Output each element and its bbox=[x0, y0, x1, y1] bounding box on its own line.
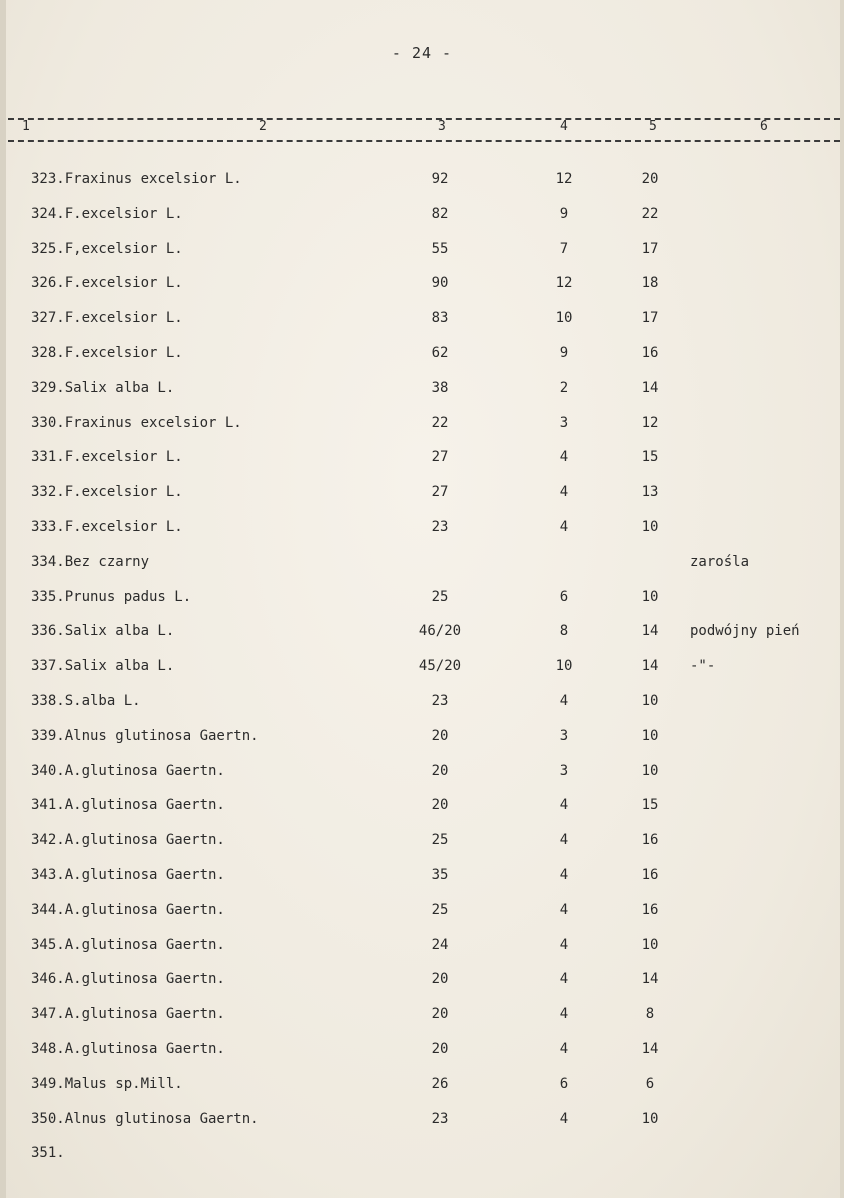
column-4-cell: 4 bbox=[559, 449, 569, 466]
column-3-cell: 20 bbox=[431, 797, 449, 814]
table-row bbox=[0, 163, 844, 198]
species-name-cell: 338.S.alba L. bbox=[31, 692, 141, 709]
table-row bbox=[0, 372, 844, 407]
column-number-4: 4 bbox=[560, 119, 568, 134]
column-4-cell: 4 bbox=[559, 1110, 569, 1127]
column-4-cell: 9 bbox=[559, 344, 569, 361]
column-4-cell: 9 bbox=[559, 205, 569, 222]
species-name-cell: 350.Alnus glutinosa Gaertn. bbox=[31, 1110, 259, 1127]
column-5-cell: 16 bbox=[641, 344, 659, 361]
table-row bbox=[0, 441, 844, 476]
column-5-cell: 16 bbox=[641, 901, 659, 918]
species-name-cell: 324.F.excelsior L. bbox=[31, 205, 183, 222]
column-number-6: 6 bbox=[760, 119, 768, 134]
column-3-cell: 26 bbox=[431, 1075, 449, 1092]
column-3-cell: 90 bbox=[431, 275, 449, 292]
species-name-cell: 339.Alnus glutinosa Gaertn. bbox=[31, 727, 259, 744]
column-number-1: 1 bbox=[22, 119, 30, 134]
column-3-cell: 82 bbox=[431, 205, 449, 222]
species-name-cell: 327.F.excelsior L. bbox=[31, 310, 183, 327]
column-4-cell: 7 bbox=[559, 240, 569, 257]
species-name-cell: 334.Bez czarny bbox=[31, 553, 150, 570]
column-5-cell: 15 bbox=[641, 449, 659, 466]
page-number: - 24 - bbox=[391, 44, 453, 62]
column-4-cell: 4 bbox=[559, 901, 569, 918]
column-5-cell: 8 bbox=[645, 1006, 655, 1023]
column-5-cell: 10 bbox=[641, 727, 659, 744]
species-name-cell: 335.Prunus padus L. bbox=[31, 588, 192, 605]
column-4-cell: 4 bbox=[559, 1040, 569, 1057]
column-4-cell: 12 bbox=[555, 171, 573, 187]
table-row bbox=[0, 1033, 844, 1068]
table-row bbox=[0, 720, 844, 755]
column-4-cell: 10 bbox=[555, 658, 573, 675]
column-5-cell: 12 bbox=[641, 414, 659, 431]
species-name-cell: 326.F.excelsior L. bbox=[31, 275, 183, 292]
column-3-cell: 25 bbox=[431, 901, 449, 918]
species-name-cell: 347.A.glutinosa Gaertn. bbox=[31, 1006, 225, 1023]
species-name-cell: 329.Salix alba L. bbox=[31, 379, 175, 396]
species-name-cell: 349.Malus sp.Mill. bbox=[31, 1075, 183, 1092]
column-5-cell: 10 bbox=[641, 588, 659, 605]
column-3-cell: 25 bbox=[431, 832, 449, 849]
table-row bbox=[0, 233, 844, 268]
column-5-cell: 6 bbox=[645, 1075, 655, 1092]
column-4-cell: 4 bbox=[559, 866, 569, 883]
table-row bbox=[0, 546, 844, 581]
species-name-cell: 346.A.glutinosa Gaertn. bbox=[31, 971, 225, 988]
column-number-5: 5 bbox=[649, 119, 657, 134]
species-name-cell: 345.A.glutinosa Gaertn. bbox=[31, 936, 225, 953]
table-row bbox=[0, 929, 844, 964]
species-name-cell: 333.F.excelsior L. bbox=[31, 518, 183, 535]
column-3-cell: 62 bbox=[431, 344, 449, 361]
species-name-cell: 340.A.glutinosa Gaertn. bbox=[31, 762, 225, 779]
column-4-cell: 4 bbox=[559, 1006, 569, 1023]
table-row bbox=[0, 755, 844, 790]
column-3-cell: 20 bbox=[431, 762, 449, 779]
column-3-cell: 23 bbox=[431, 692, 449, 709]
table-row bbox=[0, 894, 844, 929]
column-4-cell: 6 bbox=[559, 588, 569, 605]
species-name-cell: 330.Fraxinus excelsior L. bbox=[31, 414, 242, 431]
column-5-cell: 17 bbox=[641, 310, 659, 327]
column-3-cell: 25 bbox=[431, 588, 449, 605]
table-row bbox=[0, 511, 844, 546]
column-4-cell: 3 bbox=[559, 727, 569, 744]
column-3-cell: 22 bbox=[431, 414, 449, 431]
column-5-cell: 14 bbox=[641, 379, 659, 396]
column-3-cell: 20 bbox=[431, 1040, 449, 1057]
species-name-cell: 325.F,excelsior L. bbox=[31, 240, 183, 257]
table-row bbox=[0, 267, 844, 302]
column-5-cell: 18 bbox=[641, 275, 659, 292]
column-3-cell: 20 bbox=[431, 1006, 449, 1023]
column-4-cell: 3 bbox=[559, 762, 569, 779]
column-5-cell: 17 bbox=[641, 240, 659, 257]
column-4-cell: 4 bbox=[559, 971, 569, 988]
column-3-cell: 83 bbox=[431, 310, 449, 327]
column-4-cell: 4 bbox=[559, 936, 569, 953]
column-3-cell: 92 bbox=[431, 171, 449, 187]
column-5-cell: 15 bbox=[641, 797, 659, 814]
table-row bbox=[0, 337, 844, 372]
species-name-cell: 341.A.glutinosa Gaertn. bbox=[31, 797, 225, 814]
species-name-cell: 343.A.glutinosa Gaertn. bbox=[31, 866, 225, 883]
column-3-cell: 20 bbox=[431, 971, 449, 988]
column-4-cell: 12 bbox=[555, 275, 573, 292]
column-4-cell: 4 bbox=[559, 797, 569, 814]
table-row bbox=[0, 685, 844, 720]
species-name-cell: 348.A.glutinosa Gaertn. bbox=[31, 1040, 225, 1057]
table-row bbox=[0, 859, 844, 894]
table-row bbox=[0, 198, 844, 233]
column-5-cell: 10 bbox=[641, 692, 659, 709]
column-5-cell: 10 bbox=[641, 518, 659, 535]
column-5-cell: 16 bbox=[641, 832, 659, 849]
column-5-cell: 14 bbox=[641, 1040, 659, 1057]
table-row bbox=[0, 581, 844, 616]
column-4-cell: 8 bbox=[559, 623, 569, 640]
column-3-cell: 38 bbox=[431, 379, 449, 396]
remarks-cell: zarośla bbox=[690, 553, 750, 570]
table-row bbox=[0, 650, 844, 685]
column-3-cell: 27 bbox=[431, 484, 449, 501]
column-4-cell: 2 bbox=[559, 379, 569, 396]
species-name-cell: 328.F.excelsior L. bbox=[31, 344, 183, 361]
column-3-cell: 45/20 bbox=[418, 658, 462, 675]
column-4-cell: 4 bbox=[559, 484, 569, 501]
species-name-cell: 332.F.excelsior L. bbox=[31, 484, 183, 501]
column-5-cell: 16 bbox=[641, 866, 659, 883]
table-row bbox=[0, 407, 844, 442]
column-number-header bbox=[0, 118, 844, 140]
column-5-cell: 22 bbox=[641, 205, 659, 222]
column-5-cell: 14 bbox=[641, 623, 659, 640]
species-name-cell: 336.Salix alba L. bbox=[31, 623, 175, 640]
column-3-cell: 20 bbox=[431, 727, 449, 744]
column-3-cell: 55 bbox=[431, 240, 449, 257]
column-3-cell: 46/20 bbox=[418, 623, 462, 640]
tree-inventory-table bbox=[0, 163, 844, 1172]
table-row bbox=[0, 1068, 844, 1103]
table-row bbox=[0, 1103, 844, 1138]
column-3-cell: 24 bbox=[431, 936, 449, 953]
table-row bbox=[0, 615, 844, 650]
species-name-cell: 323.Fraxinus excelsior L. bbox=[31, 171, 242, 187]
column-5-cell: 14 bbox=[641, 658, 659, 675]
table-row bbox=[0, 789, 844, 824]
remarks-cell: -"- bbox=[690, 658, 716, 675]
table-row bbox=[0, 998, 844, 1033]
column-4-cell: 4 bbox=[559, 692, 569, 709]
column-3-cell: 27 bbox=[431, 449, 449, 466]
column-3-cell: 35 bbox=[431, 866, 449, 883]
column-5-cell: 10 bbox=[641, 762, 659, 779]
table-row bbox=[0, 476, 844, 511]
species-name-cell: 331.F.excelsior L. bbox=[31, 449, 183, 466]
column-4-cell: 4 bbox=[559, 832, 569, 849]
table-row bbox=[0, 1137, 844, 1172]
column-5-cell: 10 bbox=[641, 936, 659, 953]
column-5-cell: 14 bbox=[641, 971, 659, 988]
remarks-cell: podwójny pień bbox=[690, 623, 800, 640]
column-3-cell: 23 bbox=[431, 518, 449, 535]
column-4-cell: 6 bbox=[559, 1075, 569, 1092]
table-row bbox=[0, 963, 844, 998]
table-row bbox=[0, 824, 844, 859]
column-3-cell: 23 bbox=[431, 1110, 449, 1127]
species-name-cell: 351. bbox=[31, 1145, 65, 1162]
column-4-cell: 4 bbox=[559, 518, 569, 535]
column-number-3: 3 bbox=[438, 119, 446, 134]
table-row bbox=[0, 302, 844, 337]
species-name-cell: 337.Salix alba L. bbox=[31, 658, 175, 675]
species-name-cell: 342.A.glutinosa Gaertn. bbox=[31, 832, 225, 849]
species-name-cell: 344.A.glutinosa Gaertn. bbox=[31, 901, 225, 918]
column-5-cell: 13 bbox=[641, 484, 659, 501]
column-4-cell: 3 bbox=[559, 414, 569, 431]
column-5-cell: 20 bbox=[641, 171, 659, 187]
header-rule-bottom bbox=[8, 140, 840, 142]
column-number-2: 2 bbox=[259, 119, 267, 134]
column-4-cell: 10 bbox=[555, 310, 573, 327]
column-5-cell: 10 bbox=[641, 1110, 659, 1127]
